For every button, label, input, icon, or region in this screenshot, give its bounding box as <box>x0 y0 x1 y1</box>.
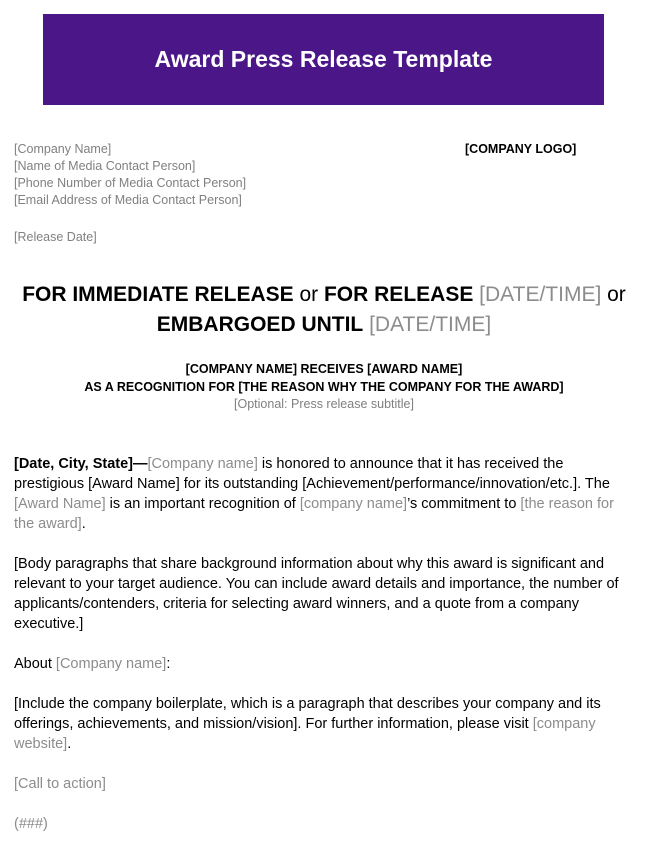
title-banner <box>43 14 604 105</box>
embargoed-until: EMBARGOED UNTIL <box>156 313 364 336</box>
or-connector-2: or <box>601 283 626 306</box>
boilerplate-text: [Include the company boilerplate, which is a paragraph that describes your company and its offerings, achievements, and mission/vision]. For further information, please visit <box>14 696 601 732</box>
intro-text-2: is an important recognition of <box>105 496 300 512</box>
intro-text-4: . <box>81 516 86 532</box>
release-date: [Release Date] <box>14 230 97 244</box>
contact-info <box>14 141 246 209</box>
release-date-time: [DATE/TIME] <box>473 283 602 306</box>
embargo-date-time: [DATE/TIME] <box>363 313 492 336</box>
end-mark: (###) <box>14 816 48 832</box>
or-connector: or <box>293 283 324 306</box>
company-logo-placeholder: [COMPANY LOGO] <box>465 142 577 156</box>
award-name-placeholder: [Award Name] <box>14 496 106 512</box>
for-release: FOR RELEASE <box>323 283 474 306</box>
boilerplate-end: . <box>67 736 72 752</box>
about-colon: : <box>166 656 171 672</box>
intro-text-3: ’s commitment to <box>407 496 521 512</box>
boilerplate-paragraph <box>14 694 636 754</box>
contact-company-name: [Company Name] <box>14 142 112 156</box>
headline-line-2: AS A RECOGNITION FOR [THE REASON WHY THE COMPANY FOR THE AWARD] <box>84 380 564 394</box>
release-timing <box>0 280 648 340</box>
contact-media-person: [Name of Media Contact Person] <box>14 159 196 173</box>
about-company-placeholder: [Company name] <box>55 656 167 672</box>
headline <box>0 360 648 396</box>
contact-email: [Email Address of Media Contact Person] <box>14 193 242 207</box>
about-label: About <box>14 656 56 672</box>
call-to-action: [Call to action] <box>14 776 106 792</box>
intro-text: is honored to announce that it has received the prestigious [Award Name] for its outstanding [Achievement/performance/innovation/etc.]. The <box>14 456 610 492</box>
headline-line-1: [COMPANY NAME] RECEIVES [AWARD NAME] <box>185 362 463 376</box>
intro-paragraph <box>14 454 636 534</box>
subtitle: [Optional: Press release subtitle] <box>234 397 414 411</box>
company-name-placeholder-2: [company name] <box>299 496 408 512</box>
immediate-release: FOR IMMEDIATE RELEASE <box>22 283 294 306</box>
dateline: [Date, City, State]— <box>14 456 148 472</box>
contact-phone: [Phone Number of Media Contact Person] <box>14 176 247 190</box>
about-heading <box>14 654 636 674</box>
reason-placeholder: [the reason for the award] <box>14 496 614 532</box>
press-body <box>14 454 636 854</box>
page-title: Award Press Release Template <box>154 46 493 72</box>
body-paragraph: [Body paragraphs that share background information about why this award is significant and relevant to your target audience. You can include award details and importance, the number of applicants/contenders, criteria for selecting award winners, and a quote from a company executive.] <box>14 556 619 632</box>
company-name-placeholder: [Company name] <box>147 456 258 472</box>
company-website-placeholder: [company website] <box>14 716 596 752</box>
